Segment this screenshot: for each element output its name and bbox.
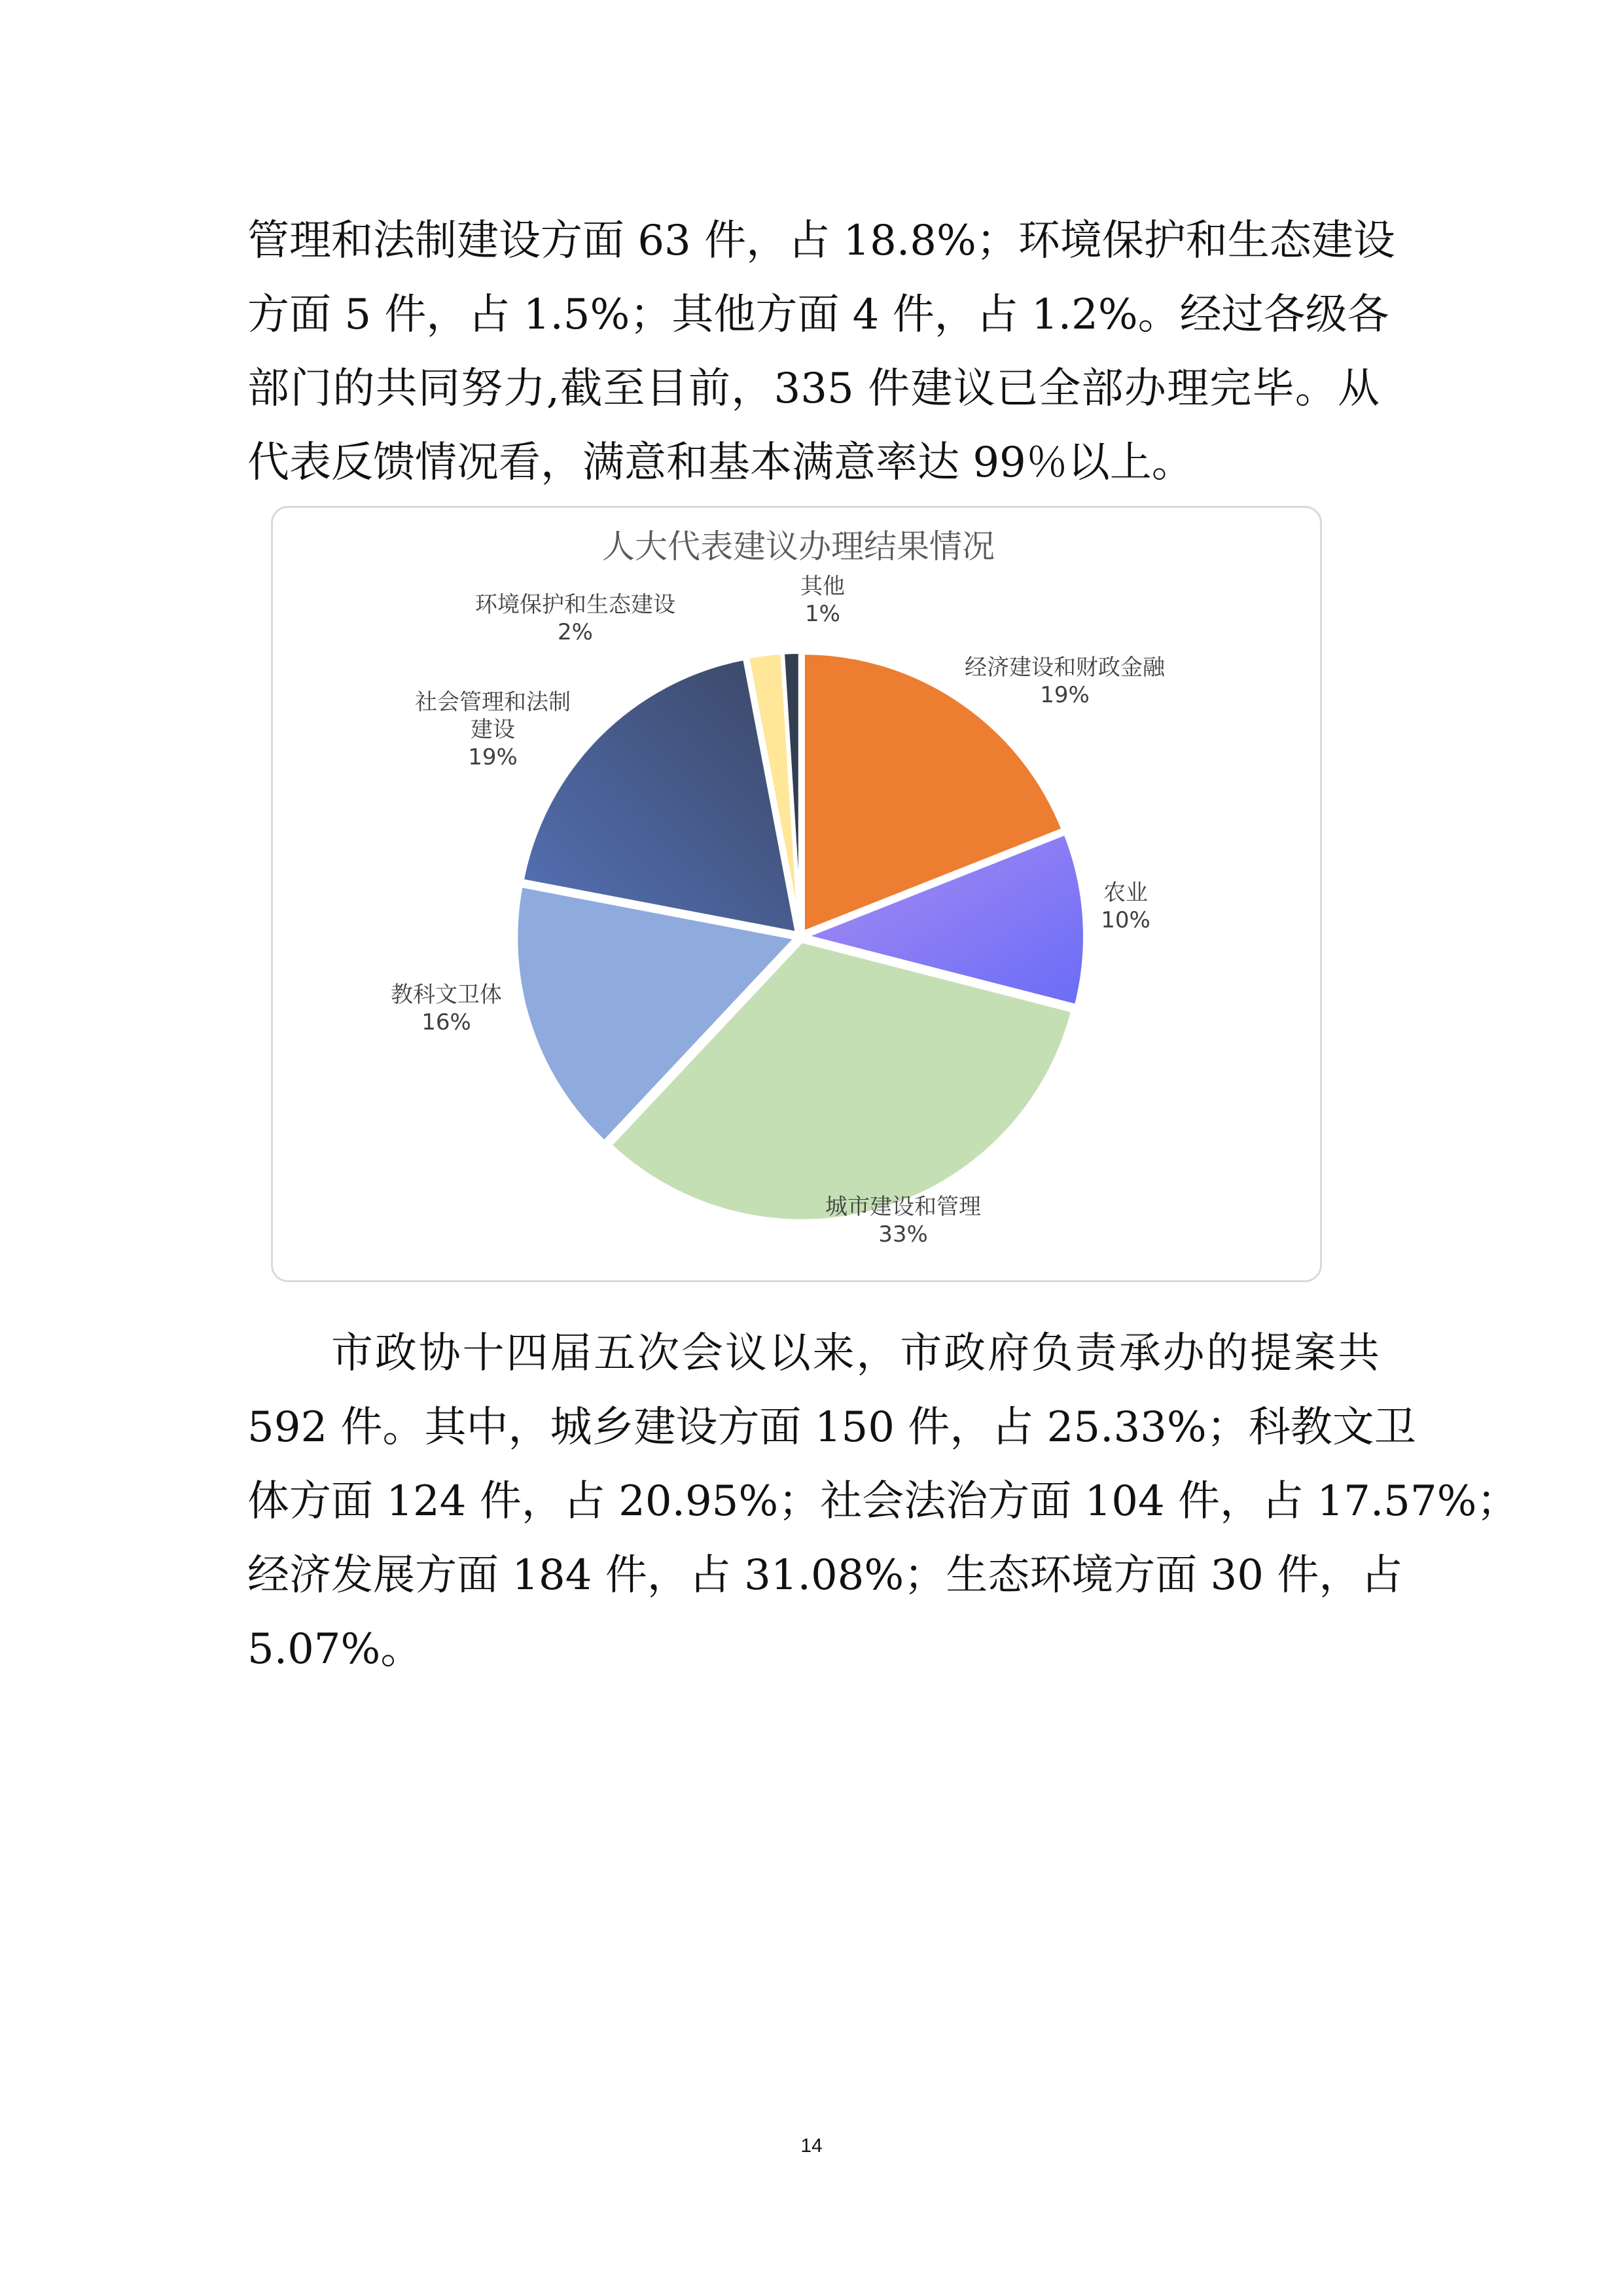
slice-label-5: 社会管理和法制建设 19%	[415, 689, 571, 770]
body-paragraph-2	[247, 1317, 1519, 1687]
slice-label-3: 城市建设和管理 33%	[825, 1194, 981, 1247]
slice-label-4: 教科文卫体 16%	[391, 982, 502, 1035]
paragraph-line: 5.07%。	[247, 1625, 423, 1674]
paragraph-line: 方面 5 件，占 1.5%；其他方面 4 件，占 1.2%。经过各级各	[247, 291, 1389, 339]
paragraph-line: 经济发展方面 184 件，占 31.08%；生态环境方面 30 件，占	[247, 1551, 1403, 1600]
slice-label-2: 农业 10%	[1101, 880, 1150, 933]
body-paragraph-1	[247, 204, 1395, 500]
paragraph-line: 管理和法制建设方面 63 件，占 18.8%；环境保护和生态建设	[247, 217, 1395, 265]
paragraph-line: 592 件。其中，城乡建设方面 150 件，占 25.33%；科教文卫	[247, 1403, 1416, 1452]
page-number: 14	[800, 2135, 823, 2157]
pie-chart-frame	[271, 506, 1322, 1282]
chart-title: 人大代表建议办理结果情况	[602, 528, 995, 565]
slice-label-6: 环境保护和生态建设 2%	[475, 592, 675, 645]
slice-label-1: 经济建设和财政金融 19%	[965, 655, 1165, 708]
pie-chart	[273, 508, 1324, 1284]
paragraph-line: 部门的共同努力,截至目前，335 件建议已全部办理完毕。从	[247, 365, 1380, 413]
slice-label-7: 其他 1%	[800, 573, 845, 627]
paragraph-line: 代表反馈情况看，满意和基本满意率达 99％以上。	[247, 439, 1194, 487]
paragraph-line: 市政协十四届五次会议以来，市政府负责承办的提案共	[331, 1329, 1380, 1378]
pie-slices	[516, 652, 1085, 1221]
paragraph-line: 体方面 124 件，占 20.95%；社会法治方面 104 件，占 17.57%；	[247, 1477, 1519, 1526]
